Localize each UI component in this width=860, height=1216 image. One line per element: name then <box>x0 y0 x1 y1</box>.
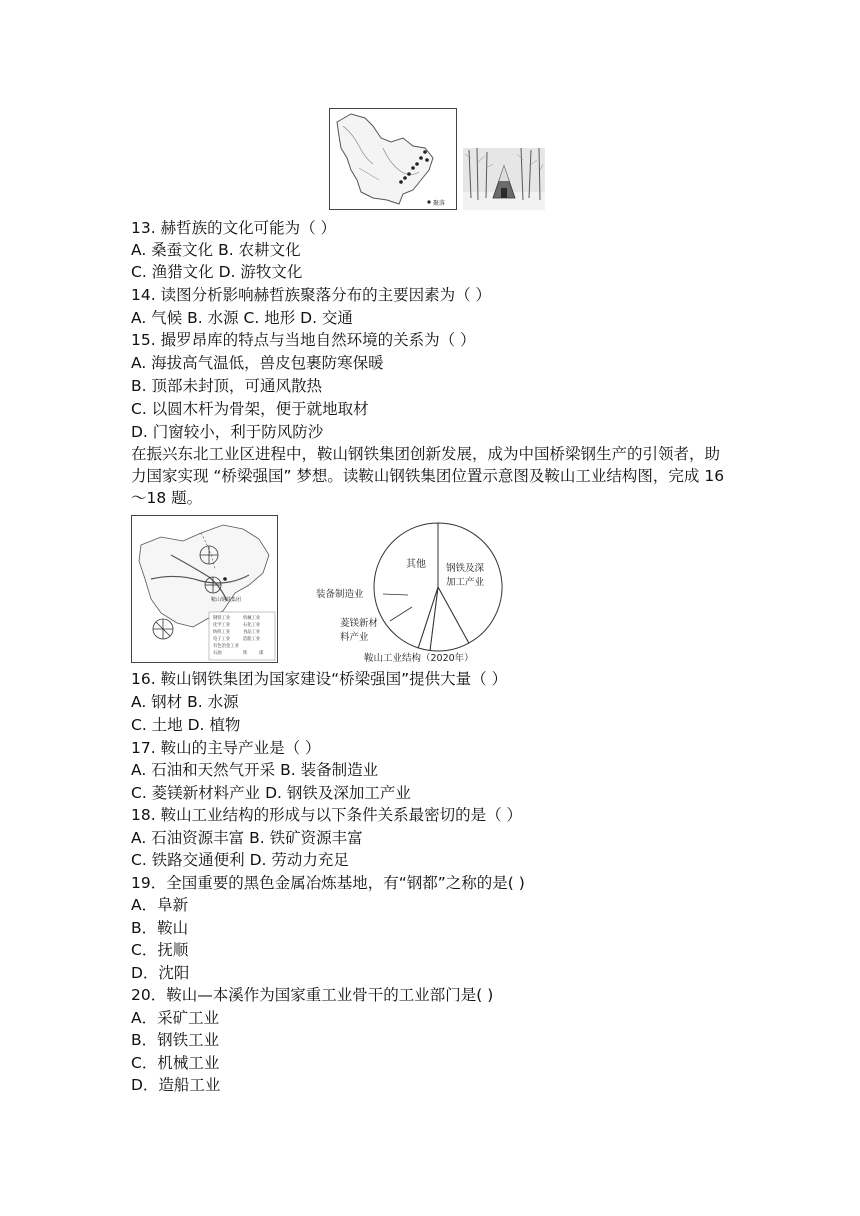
legend-textile: 纺织工业 <box>213 630 231 635</box>
q20-option-b: B．钢铁工业 <box>131 1031 220 1049</box>
snow-forest-photo <box>463 148 545 210</box>
q19-option-a: A．阜新 <box>131 896 189 914</box>
pie-label-magnesium-line2: 料产业 <box>340 632 369 643</box>
q19-option-d: D．沈阳 <box>131 964 190 982</box>
q16-options-row2: C. 土地 D. 植物 <box>131 716 241 734</box>
q19-option-b: B．鞍山 <box>131 919 189 937</box>
q18-options-row1: A. 石油资源丰富 B. 铁矿资源丰富 <box>131 829 363 847</box>
q16-stem: 16. 鞍山钢铁集团为国家建设“桥梁强国”提供大量（ ） <box>131 670 508 688</box>
q13-options-row1: A. 桑蚕文化 B. 农耕文化 <box>131 241 301 259</box>
pie-label-other: 其他 <box>406 559 426 570</box>
legend-food: 食品工业 <box>243 630 261 635</box>
legend-electronics: 电子工业 <box>213 637 231 642</box>
q15-option-d: D. 门窗较小，利于防风防沙 <box>131 423 324 441</box>
legend-oil: 石油 <box>213 651 222 656</box>
q20-option-c: C．机械工业 <box>131 1054 220 1072</box>
q18-options-row2: C. 铁路交通便利 D. 劳动力充足 <box>131 851 349 869</box>
q15-option-a: A. 海拔高气温低，兽皮包裹防寒保暖 <box>131 354 384 372</box>
q14-stem: 14. 读图分析影响赫哲族聚落分布的主要因素为（ ） <box>131 286 492 304</box>
q13-stem: 13. 赫哲族的文化可能为（ ） <box>131 219 337 237</box>
q20-option-d: D．造船工业 <box>131 1076 221 1094</box>
q16-options-row1: A. 钢材 B. 水源 <box>131 693 239 711</box>
legend-chemical: 化学工业 <box>213 623 231 628</box>
q19-stem: 19．全国重要的黑色金属冶炼基地，有“钢都”之称的是( ) <box>131 874 525 892</box>
q15-option-b: B. 顶部未封顶，可通风散热 <box>131 377 322 395</box>
anshan-location-map <box>131 515 278 663</box>
anshan-label: 鞍山钢铁集团 <box>211 597 242 603</box>
q14-options-row1: A. 气候 B. 水源 C. 地形 D. 交通 <box>131 309 353 327</box>
q18-stem: 18. 鞍山工业结构的形成与以下条件关系最密切的是（ ） <box>131 806 523 824</box>
q17-options-row1: A. 石油和天然气开采 B. 装备制造业 <box>131 761 379 779</box>
map-legend <box>209 612 275 660</box>
legend-machinery: 机械工业 <box>243 616 261 621</box>
industry-structure-chart-figure <box>308 515 528 667</box>
legend-coal: 煤 <box>259 651 264 656</box>
legend-steel: 钢铁工业 <box>213 616 231 621</box>
pie-label-magnesium-line1: 菱镁新材 <box>340 618 379 629</box>
map-legend-label: 聚落 <box>433 200 446 207</box>
q20-stem: 20．鞍山—本溪作为国家重工业骨干的工业部门是( ) <box>131 986 494 1004</box>
intro-paragraph: 在振兴东北工业区进程中，鞍山钢铁集团创新发展，成为中国桥梁钢生产的引领者，助力国家实现 “桥梁强国” 梦想。读鞍山钢铁集团位置示意图及鞍山工业结构图，完成 16～18 题。 <box>131 445 725 507</box>
industry-structure-pie-chart <box>308 515 528 667</box>
q15-option-c: C. 以圆木杆为骨架，便于就地取材 <box>131 400 369 418</box>
q20-option-a: A．采矿工业 <box>131 1009 220 1027</box>
pie-label-steel-line2: 加工产业 <box>446 577 485 588</box>
legend-shipbuilding: 造船工业 <box>243 637 261 642</box>
settlement-map-figure <box>329 108 457 210</box>
hut-photo-figure <box>463 148 545 210</box>
legend-iron: 铁 <box>243 651 248 656</box>
pie-label-steel-line1: 钢铁及深 <box>446 563 485 574</box>
legend-petrochemical: 石化工业 <box>243 623 261 628</box>
anshan-location-map-figure <box>131 515 278 663</box>
q13-options-row2: C. 渔猎文化 D. 游牧文化 <box>131 263 303 281</box>
legend-nonferrous: 有色冶金工业 <box>213 644 239 649</box>
q19-option-c: C．抚顺 <box>131 941 189 959</box>
q15-stem: 15. 撮罗昂库的特点与当地自然环境的关系为（ ） <box>131 331 476 349</box>
chart-title: 鞍山工业结构（2020年） <box>364 653 474 664</box>
q17-stem: 17. 鞍山的主导产业是（ ） <box>131 739 321 757</box>
q17-options-row2: C. 菱镁新材料产业 D. 钢铁及深加工产业 <box>131 784 411 802</box>
settlement-map <box>329 108 457 210</box>
pie-label-equipment: 装备制造业 <box>316 589 364 600</box>
